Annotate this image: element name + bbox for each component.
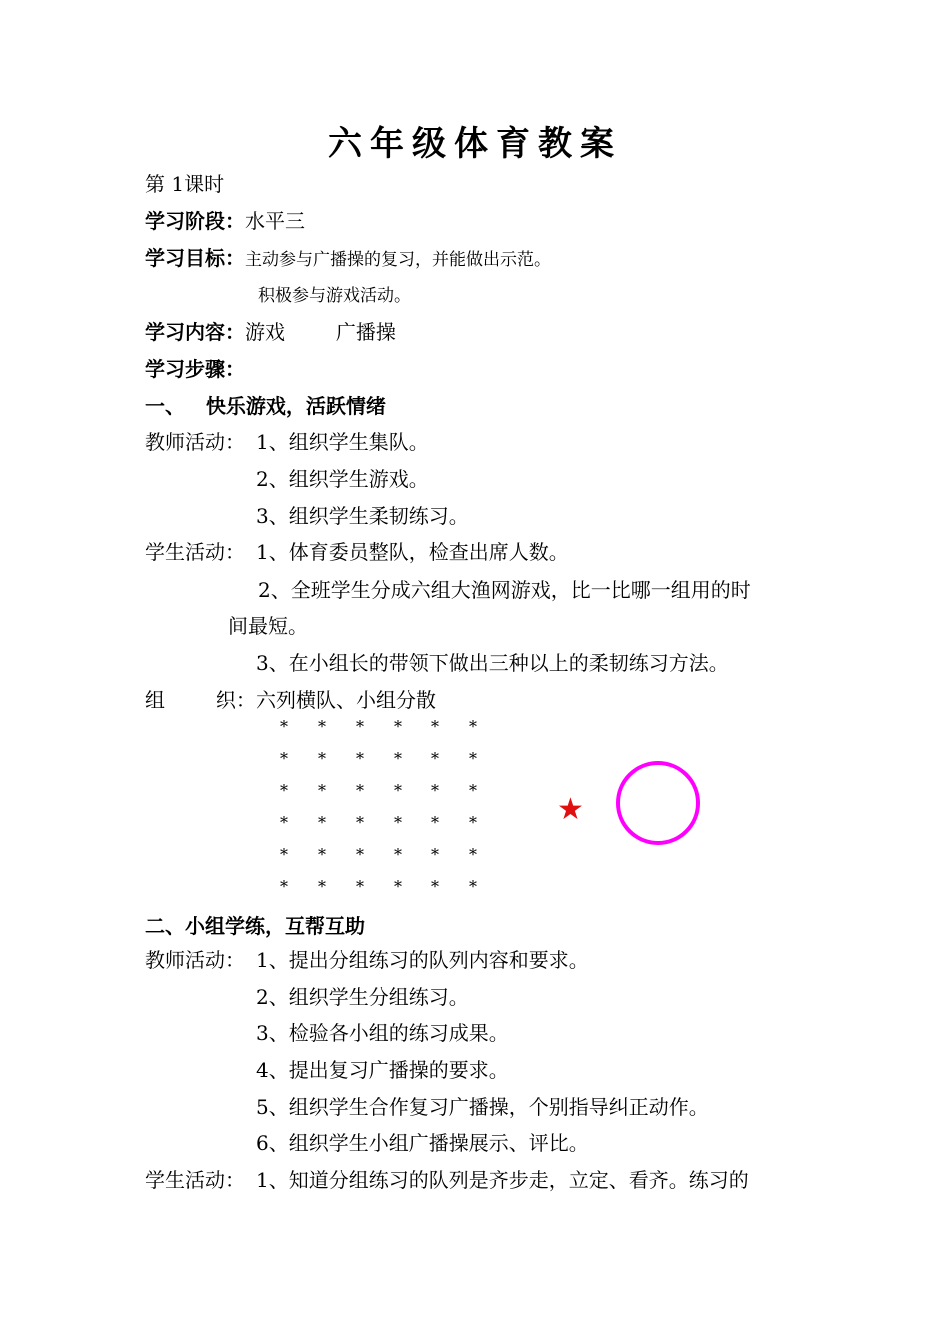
formation-row xyxy=(270,781,490,801)
stage-label: 学习阶段： xyxy=(145,209,245,233)
formation-student-mark: * xyxy=(394,781,402,800)
page-title: 六年级体育教案 xyxy=(328,124,622,164)
formation-student-mark: * xyxy=(431,781,439,800)
formation-student-mark: * xyxy=(394,877,402,896)
section-1-heading: 一、 快乐游戏，活跃情绪 xyxy=(145,394,386,418)
formation-student-mark: * xyxy=(394,813,402,832)
formation-student-mark: * xyxy=(469,877,477,896)
formation-student-mark: * xyxy=(356,749,364,768)
s2-teacher-item: 2、组织学生分组练习。 xyxy=(256,985,469,1009)
formation-student-mark: * xyxy=(280,813,288,832)
s1-student-item: 间最短。 xyxy=(228,614,308,638)
section-2-heading: 二、小组学练，互帮互助 xyxy=(145,914,365,938)
formation-student-mark: * xyxy=(356,781,364,800)
formation-student-mark: * xyxy=(356,845,364,864)
formation-row xyxy=(270,717,490,737)
s2-teacher-item: 1、提出分组练习的队列内容和要求。 xyxy=(256,948,589,972)
org-label: 组 织： xyxy=(145,688,256,712)
formation-student-mark: * xyxy=(280,781,288,800)
formation-student-mark: * xyxy=(431,749,439,768)
s1-teacher-label: 教师活动： xyxy=(145,430,245,454)
formation-student-mark: * xyxy=(431,813,439,832)
formation-student-mark: * xyxy=(318,749,326,768)
formation-student-mark: * xyxy=(356,813,364,832)
formation-student-mark: * xyxy=(318,717,326,736)
formation-student-mark: * xyxy=(431,717,439,736)
formation-row xyxy=(270,877,490,897)
formation-student-mark: * xyxy=(280,749,288,768)
content-row xyxy=(145,318,396,346)
s2-teacher-item: 3、检验各小组的练习成果。 xyxy=(256,1021,509,1045)
goal-line-2: 积极参与游戏活动。 xyxy=(258,286,411,306)
lesson-number: 第 1课时 xyxy=(145,172,225,196)
formation-student-mark: * xyxy=(280,877,288,896)
s2-teacher-label: 教师活动： xyxy=(145,948,245,972)
formation-student-mark: * xyxy=(280,717,288,736)
steps-label: 学习步骤： xyxy=(145,357,245,381)
s2-teacher-item: 4、提出复习广播操的要求。 xyxy=(256,1058,509,1082)
formation-student-mark: * xyxy=(394,845,402,864)
s1-teacher-item: 3、组织学生柔韧练习。 xyxy=(256,504,469,528)
formation-student-mark: * xyxy=(469,845,477,864)
formation-student-mark: * xyxy=(394,749,402,768)
s2-teacher-item: 6、组织学生小组广播操展示、评比。 xyxy=(256,1131,589,1155)
star-icon: ★ xyxy=(557,792,584,827)
org-value: 六列横队、小组分散 xyxy=(256,688,436,712)
formation-row xyxy=(270,845,490,865)
s1-teacher-item: 1、组织学生集队。 xyxy=(256,430,429,454)
goal-label: 学习目标： xyxy=(145,246,245,270)
s2-student-item: 1、知道分组练习的队列是齐步走，立定、看齐。练习的 xyxy=(256,1168,749,1192)
formation-row xyxy=(270,749,490,769)
s1-student-item: 1、体育委员整队，检查出席人数。 xyxy=(256,540,569,564)
formation-student-mark: * xyxy=(469,749,477,768)
formation-student-mark: * xyxy=(318,877,326,896)
s1-student-label: 学生活动： xyxy=(145,540,245,564)
content-label: 学习内容： xyxy=(145,320,245,344)
s1-student-item: 2、全班学生分成六组大渔网游戏，比一比哪一组用的时 xyxy=(258,578,751,602)
formation-grid xyxy=(270,717,490,897)
content-value: 游戏 广播操 xyxy=(245,320,396,344)
formation-student-mark: * xyxy=(280,845,288,864)
formation-student-mark: * xyxy=(356,877,364,896)
formation-student-mark: * xyxy=(469,813,477,832)
formation-student-mark: * xyxy=(356,717,364,736)
formation-row xyxy=(270,813,490,833)
formation-student-mark: * xyxy=(318,845,326,864)
stage-row xyxy=(145,207,305,235)
s2-teacher-item: 5、组织学生合作复习广播操，个别指导纠正动作。 xyxy=(256,1095,709,1119)
formation-student-mark: * xyxy=(469,717,477,736)
s1-teacher-item: 2、组织学生游戏。 xyxy=(256,467,429,491)
formation-student-mark: * xyxy=(431,877,439,896)
goal-row xyxy=(145,244,551,272)
s1-student-item: 3、在小组长的带领下做出三种以上的柔韧练习方法。 xyxy=(256,651,729,675)
s2-student-label: 学生活动： xyxy=(145,1168,245,1192)
formation-student-mark: * xyxy=(431,845,439,864)
formation-student-mark: * xyxy=(318,813,326,832)
formation-student-mark: * xyxy=(318,781,326,800)
formation-student-mark: * xyxy=(469,781,477,800)
circle-formation xyxy=(616,761,700,845)
goal-line-1: 主动参与广播操的复习，并能做出示范。 xyxy=(245,250,551,270)
formation-student-mark: * xyxy=(394,717,402,736)
stage-value: 水平三 xyxy=(245,209,305,233)
